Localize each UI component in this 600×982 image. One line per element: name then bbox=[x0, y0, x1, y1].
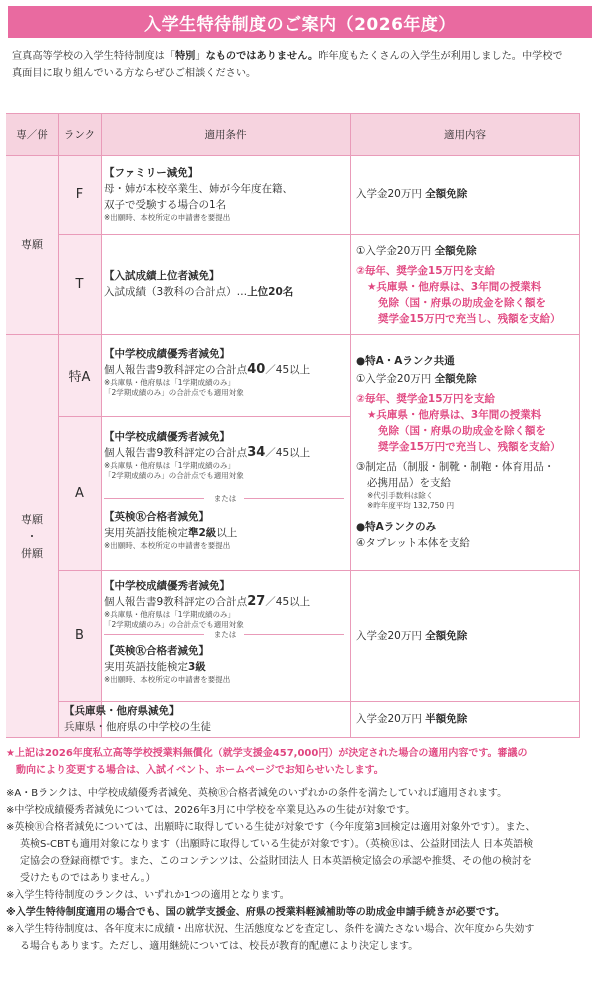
content-note: ※代引手数料は除く bbox=[367, 491, 434, 500]
content-text: ①入学金20万円 bbox=[356, 245, 435, 257]
condition-bold: 上位20名 bbox=[247, 286, 294, 298]
condition-title: 【英検Ⓡ合格者減免】 bbox=[104, 645, 209, 657]
content-hyogo bbox=[356, 711, 578, 727]
intro-text-1b: 」 bbox=[195, 51, 206, 62]
content-note: ※昨年度平均 132,750 円 bbox=[367, 501, 455, 510]
content-line: ③制定品（制服・制靴・制鞄・体育用品・ bbox=[356, 461, 555, 473]
rank-f: F bbox=[58, 155, 101, 234]
condition-score: 27 bbox=[247, 594, 266, 609]
condition-note: 「2学期成績のみ」の合計点でも適用対象 bbox=[104, 471, 244, 480]
note-line: ※英検Ⓡ合格者減免については、出願時に取得している生徒が対象です（今年度第3回検定は適用対象外です）。また、 bbox=[6, 822, 536, 833]
condition-line: 兵庫県・他府県の中学校の生徒 bbox=[64, 721, 211, 733]
type-sengan: 専願 bbox=[6, 155, 58, 334]
condition-note: ※兵庫県・他府県は「1学期成績のみ」 bbox=[104, 461, 236, 470]
condition-bold: 3級 bbox=[188, 661, 206, 673]
content-pink-line: 奨学金15万円で充当し、残額を支給） bbox=[378, 441, 561, 453]
condition-score: 40 bbox=[247, 362, 266, 377]
condition-title: 【中学校成績優秀者減免】 bbox=[104, 348, 230, 360]
divider bbox=[58, 570, 580, 571]
divider bbox=[101, 113, 102, 738]
note-line: ※中学校成績優秀者減免については、2026年3月に中学校を卒業見込みの生徒が対象です。 bbox=[6, 805, 416, 816]
note-line: ※入学生特待制度のランクは、いずれか1つの適用となります。 bbox=[6, 890, 290, 901]
condition-family bbox=[104, 165, 346, 223]
rank-t: T bbox=[58, 234, 101, 334]
condition-line: 母・姉が本校卒業生、姉が今年度在籍、 bbox=[104, 183, 293, 195]
condition-note: ※出願時、本校所定の申請書を要提出 bbox=[104, 675, 231, 684]
content-scholarship: ②毎年、奨学金15万円を支給 bbox=[356, 393, 496, 405]
condition-line: 個人報告書9教科評定の合計点 bbox=[104, 596, 248, 608]
scholarship-table bbox=[6, 113, 580, 738]
type-heigan-1: 専願 bbox=[21, 512, 43, 526]
content-text: 入学金20万円 bbox=[356, 713, 426, 725]
rank-b: B bbox=[58, 570, 101, 701]
content-bold: 全額免除 bbox=[434, 245, 477, 257]
content-text: 入学金20万円 bbox=[356, 188, 426, 200]
content-bold: 全額免除 bbox=[425, 630, 468, 642]
intro-text bbox=[12, 48, 590, 82]
intro-bold-1: 特別 bbox=[175, 51, 196, 62]
condition-title: 【入試成績上位者減免】 bbox=[104, 270, 220, 282]
condition-note: ※兵庫県・他府県は「1学期成績のみ」 bbox=[104, 610, 236, 619]
divider bbox=[58, 234, 580, 235]
intro-text-2: 真面目に取り組んでいる方ならぜひご相談ください。 bbox=[12, 68, 257, 79]
content-bold: 全額免除 bbox=[425, 188, 468, 200]
note-line: 受けたものではありません。） bbox=[20, 873, 156, 884]
condition-hyogo bbox=[64, 703, 350, 735]
content-pink-line: ★兵庫県・他府県は、3年間の授業料 bbox=[367, 281, 542, 293]
content-bold: 半額免除 bbox=[425, 713, 468, 725]
condition-chu-27 bbox=[104, 578, 346, 630]
intro-text-1c: 昨年度もたくさんの入学生が利用しました。中学校で bbox=[318, 51, 563, 62]
content-text: ①入学金20万円 bbox=[356, 373, 435, 385]
content-line: ④タブレット本体を支給 bbox=[356, 537, 470, 549]
type-heigan bbox=[6, 334, 58, 738]
condition-title: 【ファミリー減免】 bbox=[104, 167, 199, 179]
divider bbox=[6, 155, 580, 156]
header-rank: ランク bbox=[58, 113, 101, 155]
condition-note: ※兵庫県・他府県は「1学期成績のみ」 bbox=[104, 378, 236, 387]
or-label: または bbox=[213, 494, 237, 503]
page-title: 入学生特待制度のご案内（2026年度） bbox=[8, 6, 592, 38]
condition-line: ／45以上 bbox=[265, 364, 311, 376]
condition-line: 個人報告書9教科評定の合計点 bbox=[104, 447, 248, 459]
note-line: 英検S-CBTも適用対象になります（出願時に取得している生徒が対象です）。（英検Ⓡは、公益財団法人 日本英語検 bbox=[20, 839, 534, 850]
content-b bbox=[356, 628, 578, 644]
intro-text-1a: 宣真高等学校の入学生特待制度は「 bbox=[12, 51, 175, 62]
content-bold: 全額免除 bbox=[434, 373, 477, 385]
rank-toku-a: 特A bbox=[58, 334, 101, 416]
footnotes bbox=[6, 745, 594, 955]
condition-score: 34 bbox=[247, 445, 266, 460]
intro-bold-2: なものではありません。 bbox=[205, 51, 319, 62]
condition-line: 個人報告書9教科評定の合計点 bbox=[104, 364, 248, 376]
condition-line: 入試成績（3教科の合計点）… bbox=[104, 286, 248, 298]
content-t bbox=[356, 243, 578, 327]
condition-line: 実用英語技能検定 bbox=[104, 661, 188, 673]
note-line: 定協会の登録商標です。また、このコンテンツは、公益財団法人 日本英語検定協会の承認や推奨、その他の検討を bbox=[20, 856, 532, 867]
content-a bbox=[356, 353, 578, 551]
rank-a: A bbox=[58, 416, 101, 570]
divider bbox=[579, 113, 580, 738]
content-pink-line: ★兵庫県・他府県は、3年間の授業料 bbox=[367, 409, 542, 421]
condition-title: 【兵庫県・他府県減免】 bbox=[64, 705, 180, 717]
content-heading: ●特A・Aランク共通 bbox=[356, 355, 455, 367]
condition-line: ／45以上 bbox=[265, 596, 311, 608]
condition-title: 【英検Ⓡ合格者減免】 bbox=[104, 511, 209, 523]
note-line: る場合もあります。ただし、適用継続については、校長が教育的配慮により決定します。 bbox=[20, 941, 419, 952]
condition-eiken-pre2 bbox=[104, 509, 346, 551]
content-pink-line: 奨学金15万円で充当し、残額を支給） bbox=[378, 313, 561, 325]
content-family bbox=[356, 186, 578, 202]
condition-note: ※出願時、本校所定の申請書を要提出 bbox=[104, 541, 231, 550]
content-text: 入学金20万円 bbox=[356, 630, 426, 642]
note-line: ※入学生特待制度適用の場合でも、国の就学支援金、府県の授業料軽減補助等の助成金申請手続きが必要です。 bbox=[6, 907, 505, 918]
condition-line: 双子で受験する場合の1名 bbox=[104, 199, 227, 211]
condition-note: 「2学期成績のみ」の合計点でも適用対象 bbox=[104, 388, 244, 397]
condition-line: 実用英語技能検定 bbox=[104, 527, 188, 539]
type-heigan-2: ・ bbox=[26, 529, 38, 543]
header-type: 専／併 bbox=[6, 113, 58, 155]
type-heigan-3: 併願 bbox=[21, 546, 43, 560]
condition-chu-40 bbox=[104, 346, 346, 398]
condition-line: ／45以上 bbox=[265, 447, 311, 459]
condition-title: 【中学校成績優秀者減免】 bbox=[104, 431, 230, 443]
divider bbox=[350, 113, 351, 738]
condition-title: 【中学校成績優秀者減免】 bbox=[104, 580, 230, 592]
note-line: ※入学生特待制度は、各年度末に成績・出席状況、生活態度などを査定し、条件を満たさない場合、次年度から失効す bbox=[6, 924, 535, 935]
condition-note: ※出願時、本校所定の申請書を要提出 bbox=[104, 213, 231, 222]
content-heading: ●特Aランクのみ bbox=[356, 521, 437, 533]
content-pink-line: 免除（国・府県の助成金を除く額を bbox=[378, 425, 546, 437]
condition-chu-34 bbox=[104, 429, 346, 481]
note-star: ★上記は2026年度私立高等学校授業料無償化（就学支援金457,000円）が決定された場合の適用内容です。審議の bbox=[6, 748, 528, 759]
condition-note: 「2学期成績のみ」の合計点でも適用対象 bbox=[104, 620, 244, 629]
divider bbox=[58, 701, 580, 702]
condition-line: 以上 bbox=[216, 527, 238, 539]
condition-exam bbox=[104, 268, 346, 300]
header-content: 適用内容 bbox=[350, 113, 580, 155]
divider bbox=[6, 334, 580, 335]
header-condition: 適用条件 bbox=[101, 113, 350, 155]
content-pink-line: 免除（国・府県の助成金を除く額を bbox=[378, 297, 546, 309]
note-star: 動向により変更する場合は、入試イベント、ホームページでお知らせいたします。 bbox=[16, 765, 384, 776]
condition-bold: 準2級 bbox=[188, 527, 217, 539]
condition-eiken-3 bbox=[104, 643, 346, 685]
divider bbox=[6, 113, 580, 114]
divider bbox=[58, 113, 59, 738]
or-label: または bbox=[213, 630, 237, 639]
divider bbox=[6, 737, 580, 738]
note-line: ※A・Bランクは、中学校成績優秀者減免、英検Ⓡ合格者減免のいずれかの条件を満たしていれば適用されます。 bbox=[6, 788, 508, 799]
content-line: 必携用品）を支給 bbox=[367, 477, 451, 489]
content-scholarship: ②毎年、奨学金15万円を支給 bbox=[356, 265, 496, 277]
